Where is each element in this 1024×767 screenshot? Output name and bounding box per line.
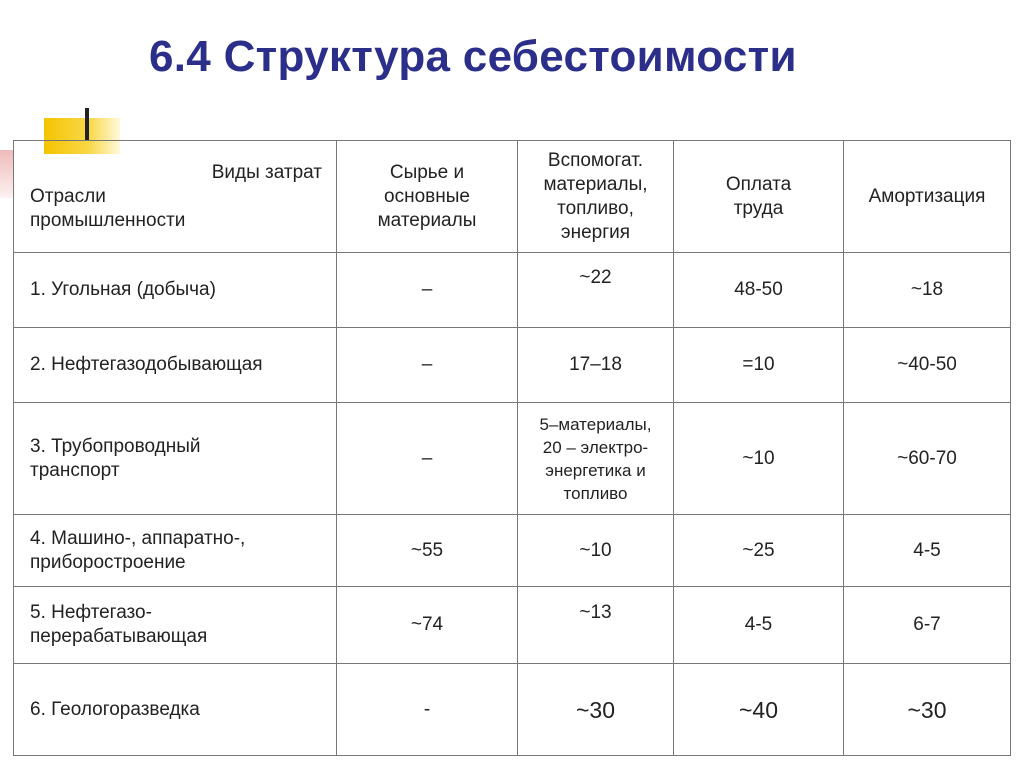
table-row	[14, 664, 1011, 756]
table-cell: 5–материалы, 20 – электро- энергетика и топливо	[518, 403, 674, 515]
table-cell: ~30	[518, 664, 674, 756]
row-name: 3. Трубопроводный транспорт	[14, 403, 337, 515]
row-name: 2. Нефтегазодобывающая	[14, 328, 337, 403]
table-cell: 4-5	[844, 515, 1011, 587]
column-header-auxiliary: Вспомогат. материалы, топливо, энергия	[518, 141, 674, 253]
slide-title: 6.4 Структура себестоимости	[149, 32, 797, 81]
table-cell: ~25	[674, 515, 844, 587]
column-header-depreciation: Амортизация	[844, 141, 1011, 253]
corner-header-bottom: Отрасли промышленности	[30, 185, 186, 231]
corner-header-top: Виды затрат	[211, 161, 322, 183]
table-cell: ~22	[518, 253, 674, 328]
decorative-red-block	[0, 150, 14, 198]
table-row	[14, 587, 1011, 664]
decorative-vertical-bar	[85, 108, 89, 140]
column-header-labor: Оплата труда	[674, 141, 844, 253]
table-cell: 4-5	[674, 587, 844, 664]
table-cell: –	[337, 403, 518, 515]
table-cell: ~10	[518, 515, 674, 587]
table-row	[14, 253, 1011, 328]
table-cell: ~55	[337, 515, 518, 587]
table-row	[14, 328, 1011, 403]
row-name: 4. Машино-, аппаратно-, приборостроение	[14, 515, 337, 587]
corner-header-cell	[14, 141, 337, 253]
table-cell: -	[337, 664, 518, 756]
table-cell: –	[337, 328, 518, 403]
table-cell: ~10	[674, 403, 844, 515]
table-cell: ~13	[518, 587, 674, 664]
table-cell: ~40	[674, 664, 844, 756]
table-cell: 6-7	[844, 587, 1011, 664]
row-name: 6. Геологоразведка	[14, 664, 337, 756]
row-name: 5. Нефтегазо- перерабатывающая	[14, 587, 337, 664]
table-row	[14, 515, 1011, 587]
column-header-raw-materials: Сырье и основные материалы	[337, 141, 518, 253]
table-cell: ~30	[844, 664, 1011, 756]
table-cell: 48-50	[674, 253, 844, 328]
table-cell: ~40-50	[844, 328, 1011, 403]
cost-structure-table	[13, 140, 1011, 756]
table-cell: =10	[674, 328, 844, 403]
table-row	[14, 403, 1011, 515]
table-cell: 17–18	[518, 328, 674, 403]
table-cell: –	[337, 253, 518, 328]
table-cell: ~18	[844, 253, 1011, 328]
row-name: 1. Угольная (добыча)	[14, 253, 337, 328]
table-header-row	[14, 141, 1011, 253]
table-cell: ~74	[337, 587, 518, 664]
table-cell: ~60-70	[844, 403, 1011, 515]
